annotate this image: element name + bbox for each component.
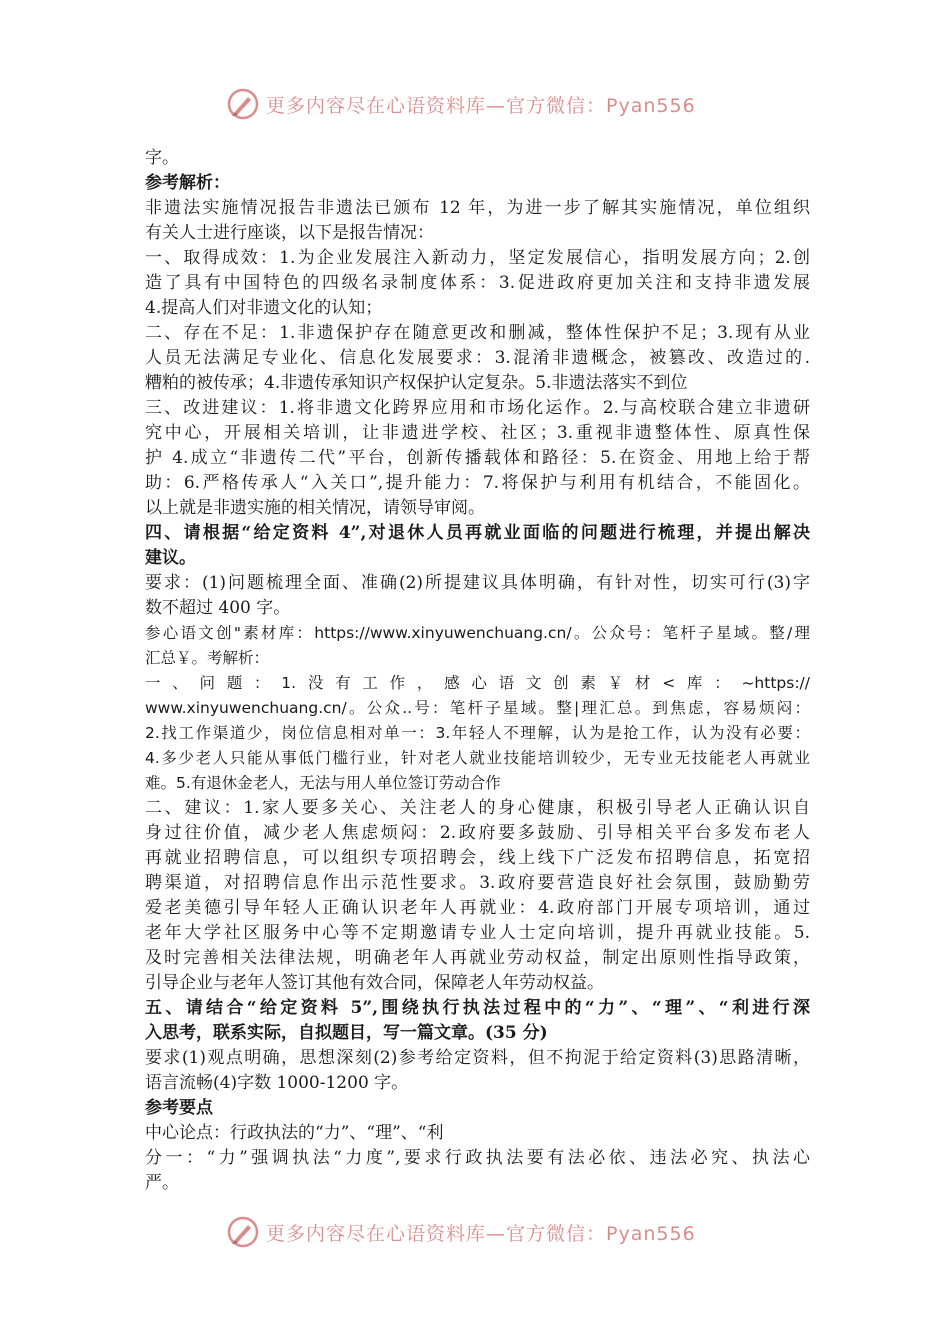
text-line: 三、改进建议：1.将非遗文化跨界应用和市场化运作。2.与高校联合建立非遗研 bbox=[145, 398, 810, 418]
footer-watermark bbox=[226, 1212, 696, 1252]
text-line: 护 4.成立“非遗传二代”平台，创新传播载体和路径：5.在资金、用地上给于帮 bbox=[145, 448, 810, 468]
text-line: 语言流畅(4)字数 1000-1200 字。 bbox=[145, 1073, 409, 1093]
text-line: 要求：(1)问题梳理全面、准确(2)所提建议具体明确，有针对性，切实可行(3)字 bbox=[145, 573, 810, 593]
text-line: 数不超过 400 字。 bbox=[145, 598, 291, 618]
section-heading: 参考要点 bbox=[145, 1098, 213, 1118]
question-heading: 四、请根据“给定资料 4”,对退休人员再就业面临的问题进行梳理，并提出解决 bbox=[145, 523, 810, 543]
pen-logo-icon bbox=[226, 87, 260, 121]
text-line: 非遗法实施情况报告非遗法已颁布 12 年，为进一步了解其实施情况，单位组织 bbox=[145, 198, 810, 218]
text-line: 引导企业与老年人签订其他有效合同，保障老人年劳动权益。 bbox=[145, 973, 604, 993]
header-watermark-text: 更多内容尽在心语资料库—官方微信：Pyan556 bbox=[266, 94, 696, 117]
text-line: 老年大学社区服务中心等不定期邀请专业人士定向培训，提升再就业技能。5. bbox=[145, 923, 810, 943]
text-line: 究中心，开展相关培训，让非遗进学校、社区；3.重视非遗整体性、原真性保 bbox=[145, 423, 810, 443]
text-line: 爱老美德引导年轻人正确认识老年人再就业：4.政府部门开展专项培训，通过 bbox=[145, 898, 810, 918]
text-line: 字。 bbox=[145, 148, 179, 168]
pen-logo-icon bbox=[226, 1215, 260, 1249]
text-line: 及时完善相关法律法规，明确老年人再就业劳动权益，制定出原则性指导政策， bbox=[145, 948, 810, 968]
question-heading: 五、请结合“给定资料 5”,围绕执行执法过程中的“力”、“理”、“利进行深 bbox=[145, 998, 810, 1018]
text-line: 再就业招聘信息，可以组织专项招聘会，线上线下广泛发布招聘信息，拓宽招 bbox=[145, 848, 810, 868]
header-watermark bbox=[226, 84, 696, 124]
text-line: 4.提高人们对非遗文化的认知； bbox=[145, 298, 383, 318]
text-line: 参心语文创"素材库：https://www.xinyuwenchuang.cn/。公众号：笔杆子星域。整/理 bbox=[145, 624, 810, 642]
section-heading: 参考解析： bbox=[145, 173, 230, 193]
text-line: 二、建议：1.家人要多关心、关注老人的身心健康，积极引导老人正确认识自 bbox=[145, 798, 810, 818]
text-line: 一、取得成效：1.为企业发展注入新动力，坚定发展信心，指明发展方向；2.创 bbox=[145, 248, 810, 268]
text-line: 聘渠道，对招聘信息作出示范性要求。3.政府要营造良好社会氛围，鼓励勤劳 bbox=[145, 873, 810, 893]
text-line: 4.多少老人只能从事低门槛行业，针对老人就业技能培训较少，无专业无技能老人再就业 bbox=[145, 749, 810, 767]
text-line: 糟粕的被传承；4.非遗传承知识产权保护认定复杂。5.非遗法落实不到位 bbox=[145, 373, 688, 393]
text-line: 身过往价值，减少老人焦虑烦闷：2.政府要多鼓励、引导相关平台多发布老人 bbox=[145, 823, 810, 843]
text-line: 造了具有中国特色的四级名录制度体系：3.促进政府更加关注和支持非遗发展 bbox=[145, 273, 810, 293]
text-line: 中心论点：行政执法的“力”、“理”、“利 bbox=[145, 1123, 444, 1143]
text-line: 二、存在不足：1.非遗保护存在随意更改和删减，整体性保护不足；3.现有从业 bbox=[145, 323, 810, 343]
text-line: 以上就是非遗实施的相关情况，请领导审阅。 bbox=[145, 498, 485, 518]
text-line: 难。5.有退休金老人，无法与用人单位签订劳动合作 bbox=[145, 774, 501, 792]
question-heading: 建议。 bbox=[145, 548, 196, 568]
question-heading: 入思考，联系实际，自拟题目，写一篇文章。(35 分) bbox=[145, 1023, 548, 1043]
text-line: 人员无法满足专业化、信息化发展要求：3.混淆非遗概念，被篡改、改造过的. bbox=[145, 348, 810, 368]
footer-watermark-text: 更多内容尽在心语资料库—官方微信：Pyan556 bbox=[266, 1222, 696, 1245]
document-body bbox=[145, 146, 810, 1196]
text-line: 助：6.严格传承人“入关口”,提升能力：7.将保护与利用有机结合，不能固化。 bbox=[145, 473, 810, 493]
text-line: 要求(1)观点明确，思想深刻(2)参考给定资料，但不拘泥于给定资料(3)思路清晰， bbox=[145, 1048, 810, 1068]
text-line: www.xinyuwenchuang.cn/。公众..号：笔杆子星域。整|理汇总。到焦虑，容易烦闷： bbox=[145, 699, 810, 717]
text-line: 一、问题：1.没有工作，感心语文创素￥材<库：~https:// bbox=[145, 674, 810, 692]
text-line: 分一：“力”强调执法“力度”,要求行政执法要有法必依、违法必究、执法心 bbox=[145, 1148, 810, 1168]
text-line: 有关人士进行座谈，以下是报告情况： bbox=[145, 223, 434, 243]
text-line: 汇总￥。考解析： bbox=[145, 649, 270, 667]
text-line: 2.找工作渠道少，岗位信息相对单一：3.年轻人不理解，认为是抢工作，认为没有必要： bbox=[145, 724, 810, 742]
text-line: 严。 bbox=[145, 1173, 179, 1193]
